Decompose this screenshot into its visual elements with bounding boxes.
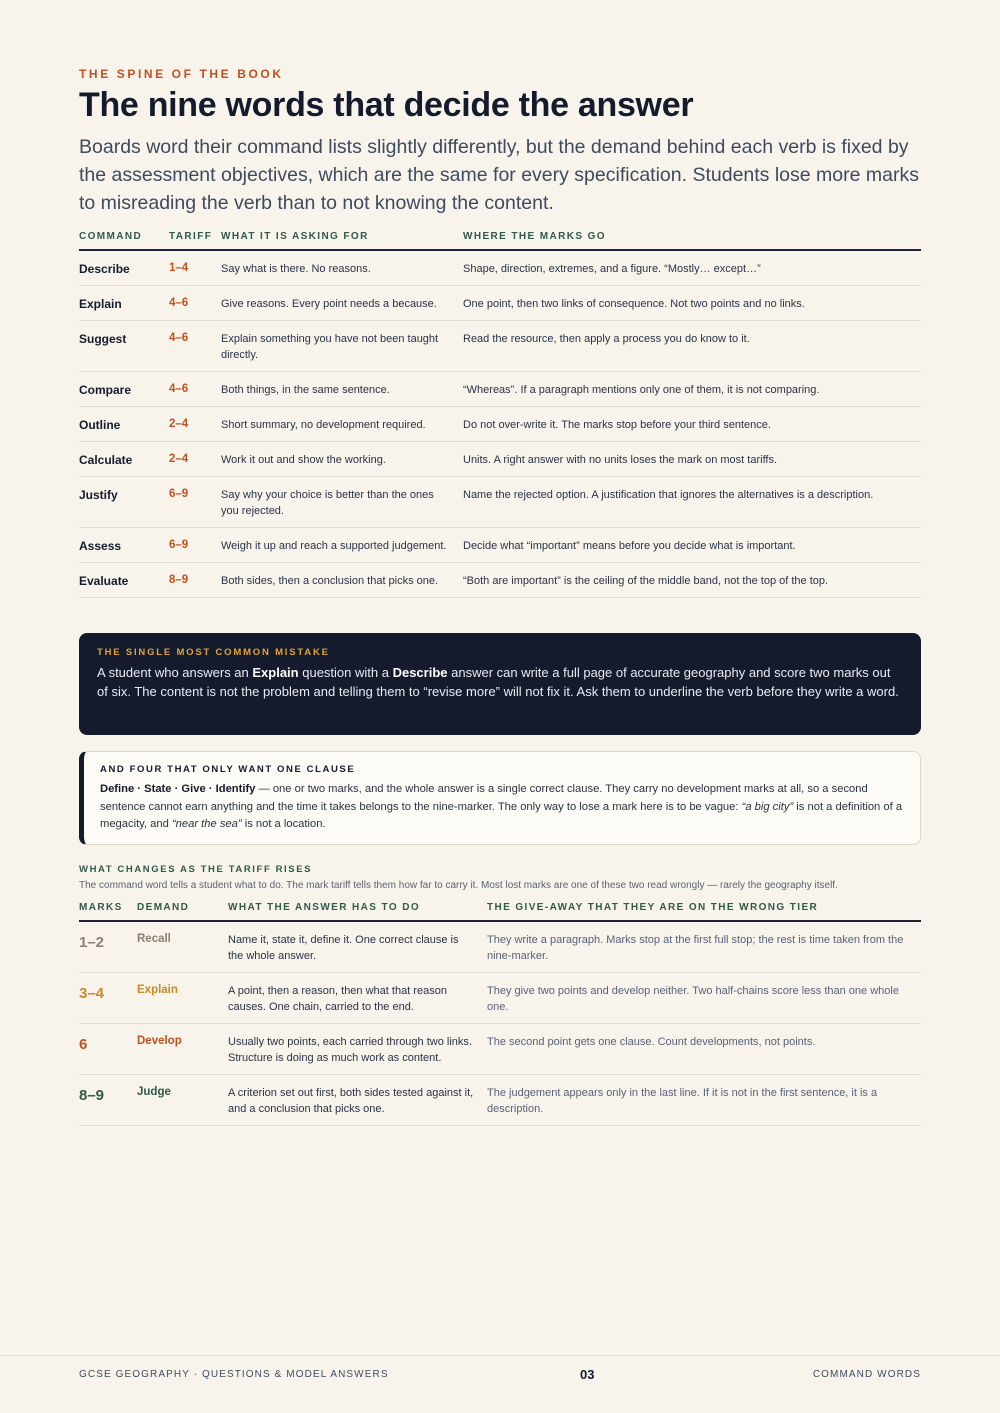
header-command: COMMAND	[79, 231, 143, 242]
tariff-answer: Name it, state it, define it. One correct clause is the whole answer.	[228, 934, 459, 962]
command-word: Describe	[79, 262, 130, 276]
tariff-answer: A point, then a reason, then what that reason causes. One chain, carried to the end.	[228, 985, 447, 1013]
command-row	[79, 477, 921, 528]
command-asking: Explain something you have not been taught directly.	[221, 333, 439, 361]
command-marks: Units. A right answer with no units loses the mark on most tariffs.	[463, 454, 778, 466]
command-marks: Do not over-write it. The marks stop before your third sentence.	[463, 419, 771, 431]
command-tariff: 6–9	[169, 488, 189, 500]
header-marks: WHERE THE MARKS GO	[463, 231, 606, 242]
callout-quote: “near the sea”	[171, 818, 242, 830]
tariff-demand: Explain	[137, 984, 178, 996]
common-mistake-callout	[79, 633, 921, 735]
command-row	[79, 528, 921, 563]
command-marks: “Both are important” is the ceiling of the middle band, not the top of the top.	[463, 575, 829, 587]
header-demand: DEMAND	[137, 902, 190, 913]
command-row	[79, 442, 921, 477]
tariff-row	[79, 973, 921, 1024]
page-footer	[0, 1355, 1000, 1413]
tariff-giveaway: They write a paragraph. Marks stop at the first full stop; the rest is time taken from the nine-marker.	[487, 934, 904, 962]
command-row	[79, 407, 921, 442]
command-word: Calculate	[79, 453, 133, 467]
command-tariff: 2–4	[169, 418, 189, 430]
tariff-table	[79, 900, 921, 1126]
command-tariff: 1–4	[169, 262, 189, 274]
command-tariff: 4–6	[169, 383, 189, 395]
header-marks: MARKS	[79, 902, 123, 913]
tariff-section-heading: WHAT CHANGES AS THE TARIFF RISES	[79, 864, 313, 875]
command-marks: One point, then two links of consequence. Not two points and no links.	[463, 298, 805, 310]
command-row	[79, 251, 921, 286]
command-table	[79, 229, 921, 598]
tariff-demand: Develop	[137, 1035, 182, 1047]
command-word: Outline	[79, 418, 121, 432]
callout-label: AND FOUR THAT ONLY WANT ONE CLAUSE	[100, 764, 356, 775]
command-asking: Both things, in the same sentence.	[221, 384, 390, 396]
tariff-marks: 3–4	[79, 985, 105, 1002]
footer-section: COMMAND WORDS	[812, 1369, 921, 1380]
header-answer: WHAT THE ANSWER HAS TO DO	[228, 902, 421, 913]
command-marks: Decide what “important” means before you decide what is important.	[463, 540, 796, 552]
command-asking: Say what is there. No reasons.	[221, 263, 371, 275]
command-word: Explain	[79, 297, 122, 311]
command-row	[79, 286, 921, 321]
command-table-header	[79, 229, 921, 251]
tariff-section-subtitle: The command word tells a student what to do. The mark tariff tells them how far to carry it. Most lost marks are one of these two read wrongly — rarely the geography itself.	[79, 880, 838, 891]
callout-emphasis: Define · State · Give · Identify	[100, 783, 256, 795]
command-word: Compare	[79, 383, 132, 397]
page-title: The nine words that decide the answer	[79, 86, 694, 124]
callout-text: is not a location.	[241, 818, 326, 830]
tariff-giveaway: The judgement appears only in the last line. If it is not in the first sentence, it is a description.	[487, 1087, 878, 1115]
callout-emphasis: Describe	[392, 665, 448, 680]
command-asking: Both sides, then a conclusion that picks one.	[221, 575, 439, 587]
tariff-marks: 8–9	[79, 1087, 105, 1104]
command-tariff: 8–9	[169, 574, 189, 586]
page-number: 03	[580, 1367, 595, 1382]
command-word: Justify	[79, 488, 118, 502]
command-asking: Give reasons. Every point needs a because.	[221, 298, 437, 310]
section-eyebrow: THE SPINE OF THE BOOK	[79, 67, 284, 81]
command-tariff: 4–6	[169, 332, 189, 344]
command-asking: Work it out and show the working.	[221, 454, 386, 466]
command-marks: Name the rejected option. A justification that ignores the alternatives is a description.	[463, 489, 874, 501]
command-tariff: 2–4	[169, 453, 189, 465]
command-marks: Read the resource, then apply a process you do know to it.	[463, 333, 750, 345]
header-tariff: TARIFF	[169, 231, 213, 242]
tariff-answer: Usually two points, each carried through two links. Structure is doing as much work as content.	[228, 1036, 472, 1064]
tariff-row	[79, 1075, 921, 1126]
tariff-marks: 1–2	[79, 934, 105, 951]
tariff-table-header	[79, 900, 921, 922]
command-asking: Say why your choice is better than the ones you rejected.	[221, 489, 434, 517]
tariff-demand: Recall	[137, 933, 171, 945]
command-marks: “Whereas”. If a paragraph mentions only one of them, it is not comparing.	[463, 384, 820, 396]
header-asking: WHAT IT IS ASKING FOR	[221, 231, 369, 242]
callout-emphasis: Explain	[252, 665, 299, 680]
header-giveaway: THE GIVE-AWAY THAT THEY ARE ON THE WRONG TIER	[487, 902, 819, 913]
command-asking: Weigh it up and reach a supported judgement.	[221, 540, 447, 552]
one-clause-callout	[79, 751, 921, 845]
callout-body	[97, 664, 903, 701]
command-word: Evaluate	[79, 574, 129, 588]
command-word: Assess	[79, 539, 122, 553]
command-row	[79, 321, 921, 372]
tariff-marks: 6	[79, 1036, 88, 1053]
callout-text: — one or two marks, and the whole answer is a single correct clause. They carry no development marks at all, so a second sentence cannot earn anything and the time it takes belongs to the nine-marker. The only way to lose a mark here is to be vague:	[100, 783, 868, 813]
callout-body	[100, 781, 904, 834]
callout-text: A student who answers an	[97, 665, 253, 680]
tariff-answer: A criterion set out first, both sides tested against it, and a conclusion that picks one.	[228, 1087, 474, 1115]
command-word: Suggest	[79, 332, 127, 346]
tariff-giveaway: The second point gets one clause. Count developments, not points.	[487, 1036, 816, 1048]
callout-text: answer can write a full page of accurate geography and score two marks out of six. The content is not the problem and telling them to “revise more” will not fix it. Ask them to underline the verb before they write a word.	[97, 665, 899, 699]
command-tariff: 6–9	[169, 539, 189, 551]
tariff-giveaway: They give two points and develop neither. Two half-chains score less than one whole one.	[487, 985, 899, 1013]
callout-quote: “a big city”	[741, 800, 794, 813]
command-row	[79, 563, 921, 598]
lede-paragraph: Boards word their command lists slightly differently, but the demand behind each verb is fixed by the assessment objectives, which are the same for every specification. Students lose more marks to misreading the verb than to not knowing the content.	[79, 136, 919, 214]
callout-text: question with a	[298, 665, 393, 680]
command-marks: Shape, direction, extremes, and a figure. “Mostly… except…”	[463, 263, 761, 275]
tariff-row	[79, 1024, 921, 1075]
callout-text: is not a definition of a megacity, and	[100, 800, 903, 830]
command-row	[79, 372, 921, 407]
command-tariff: 4–6	[169, 297, 189, 309]
command-asking: Short summary, no development required.	[221, 419, 426, 431]
tariff-row	[79, 922, 921, 973]
footer-book-title: GCSE GEOGRAPHY · QUESTIONS & MODEL ANSWERS	[79, 1369, 389, 1380]
tariff-demand: Judge	[137, 1086, 171, 1098]
callout-label: THE SINGLE MOST COMMON MISTAKE	[97, 647, 330, 658]
